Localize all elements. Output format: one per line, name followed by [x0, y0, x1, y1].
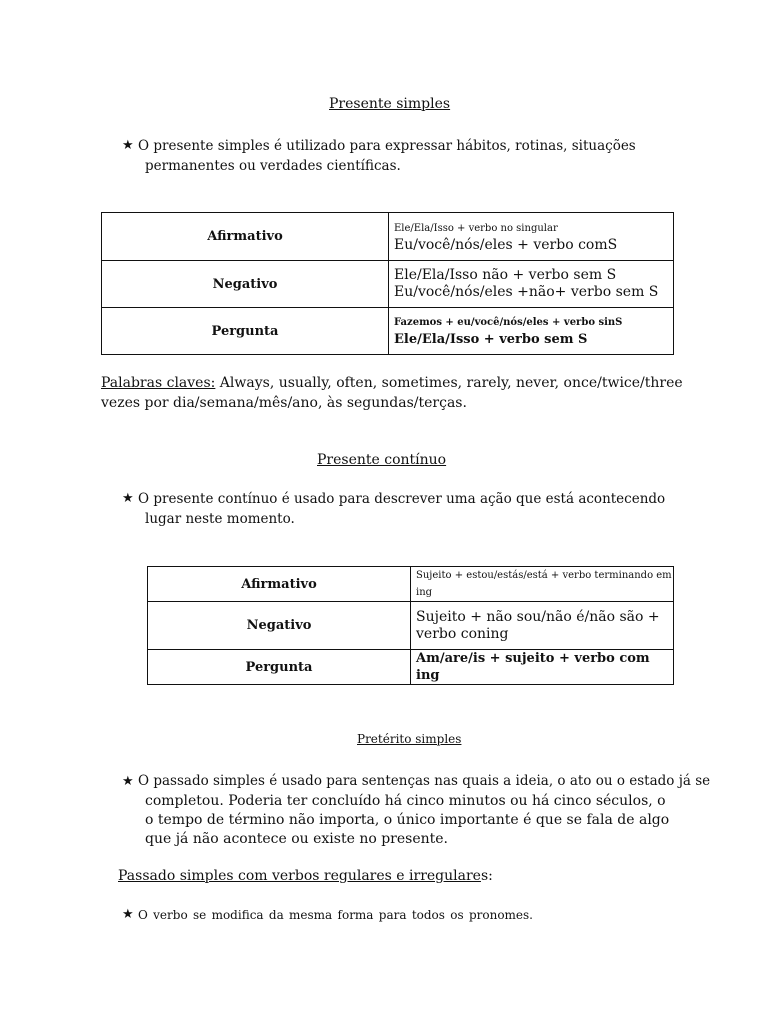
star-bullet-icon: ★ [122, 491, 134, 506]
presente-continuo-table [147, 566, 674, 685]
presente-continuo-description-line2: lugar neste momento. [145, 511, 295, 527]
row-content [411, 650, 674, 685]
content-line: Ele/Ela/Isso + verbo sem S [394, 332, 588, 347]
row-label-negativo: Negativo [102, 261, 389, 308]
keywords-line1 [101, 373, 683, 393]
section-title-preterito-simples: Pretérito simples [357, 732, 462, 746]
table-row [102, 308, 674, 355]
table-row [148, 650, 674, 685]
table-row [102, 213, 674, 261]
row-content [411, 602, 674, 650]
star-bullet-icon: ★ [122, 907, 134, 922]
table-row [148, 567, 674, 602]
subheading-rest: s: [480, 868, 493, 884]
section-title-presente-continuo: Presente contínuo [317, 452, 447, 468]
passado-simples-subheading [118, 866, 493, 886]
keywords-list: Always, usually, often, sometimes, rarely, never, once/twice/three [215, 375, 683, 391]
row-label-afirmativo: Afirmativo [148, 567, 411, 602]
content-line: Ele/Ela/Isso não + verbo sem S [394, 267, 617, 283]
row-content [389, 261, 674, 308]
keywords-label: Palabras claves: [101, 375, 216, 391]
row-label-negativo: Negativo [148, 602, 411, 650]
row-label-pergunta: Pergunta [102, 308, 389, 355]
presente-simples-table [101, 212, 674, 355]
content-line: Eu/você/nós/eles + verbo comS [394, 236, 618, 253]
content-line: Am/are/is + sujeito + verbo com ing [416, 651, 650, 683]
row-label-pergunta: Pergunta [148, 650, 411, 685]
preterito-description-line2: completou. Poderia ter concluído há cinco minutos ou há cinco séculos, o [145, 793, 666, 809]
subheading-underlined: Passado simples com verbos regulares e irregulare [118, 868, 481, 884]
row-content [389, 213, 674, 261]
preterito-description-line4: que já não acontece ou existe no presente. [145, 831, 448, 847]
content-line: Sujeito + não sou/não é/não são + [416, 608, 660, 625]
preterito-description-line3: o tempo de término não importa, o único importante é que se fala de algo [145, 812, 670, 828]
star-bullet-icon: ★ [122, 774, 134, 789]
content-line: Ele/Ela/Isso + verbo no singular [394, 222, 558, 234]
content-line: verbo coning [416, 625, 509, 642]
row-content [389, 308, 674, 355]
row-content [411, 567, 674, 602]
section-title-presente-simples: Presente simples [329, 96, 451, 112]
content-line: Fazemos + eu/você/nós/eles + verbo sinS [394, 317, 623, 328]
table-row [102, 261, 674, 308]
preterito-description-line1: O passado simples é usado para sentenças nas quais a ideia, o ato ou o estado já se [138, 773, 711, 789]
table-row [148, 602, 674, 650]
presente-simples-description-line2: permanentes ou verdades científicas. [145, 158, 401, 174]
row-label-afirmativo: Afirmativo [102, 213, 389, 261]
presente-simples-description-line1: O presente simples é utilizado para expressar hábitos, rotinas, situações [138, 138, 636, 154]
presente-continuo-description-line1: O presente contínuo é usado para descrever uma ação que está acontecendo [138, 491, 666, 507]
keywords-line2: vezes por dia/semana/mês/ano, às segundas/terças. [101, 395, 467, 411]
content-line: Sujeito + estou/estás/está + verbo terminando em ing [416, 570, 672, 598]
verbo-rule-text: O verbo se modifica da mesma forma para todos os pronomes. [138, 908, 533, 922]
content-line: Eu/você/nós/eles +não+ verbo sem S [394, 284, 659, 300]
star-bullet-icon: ★ [122, 138, 134, 153]
